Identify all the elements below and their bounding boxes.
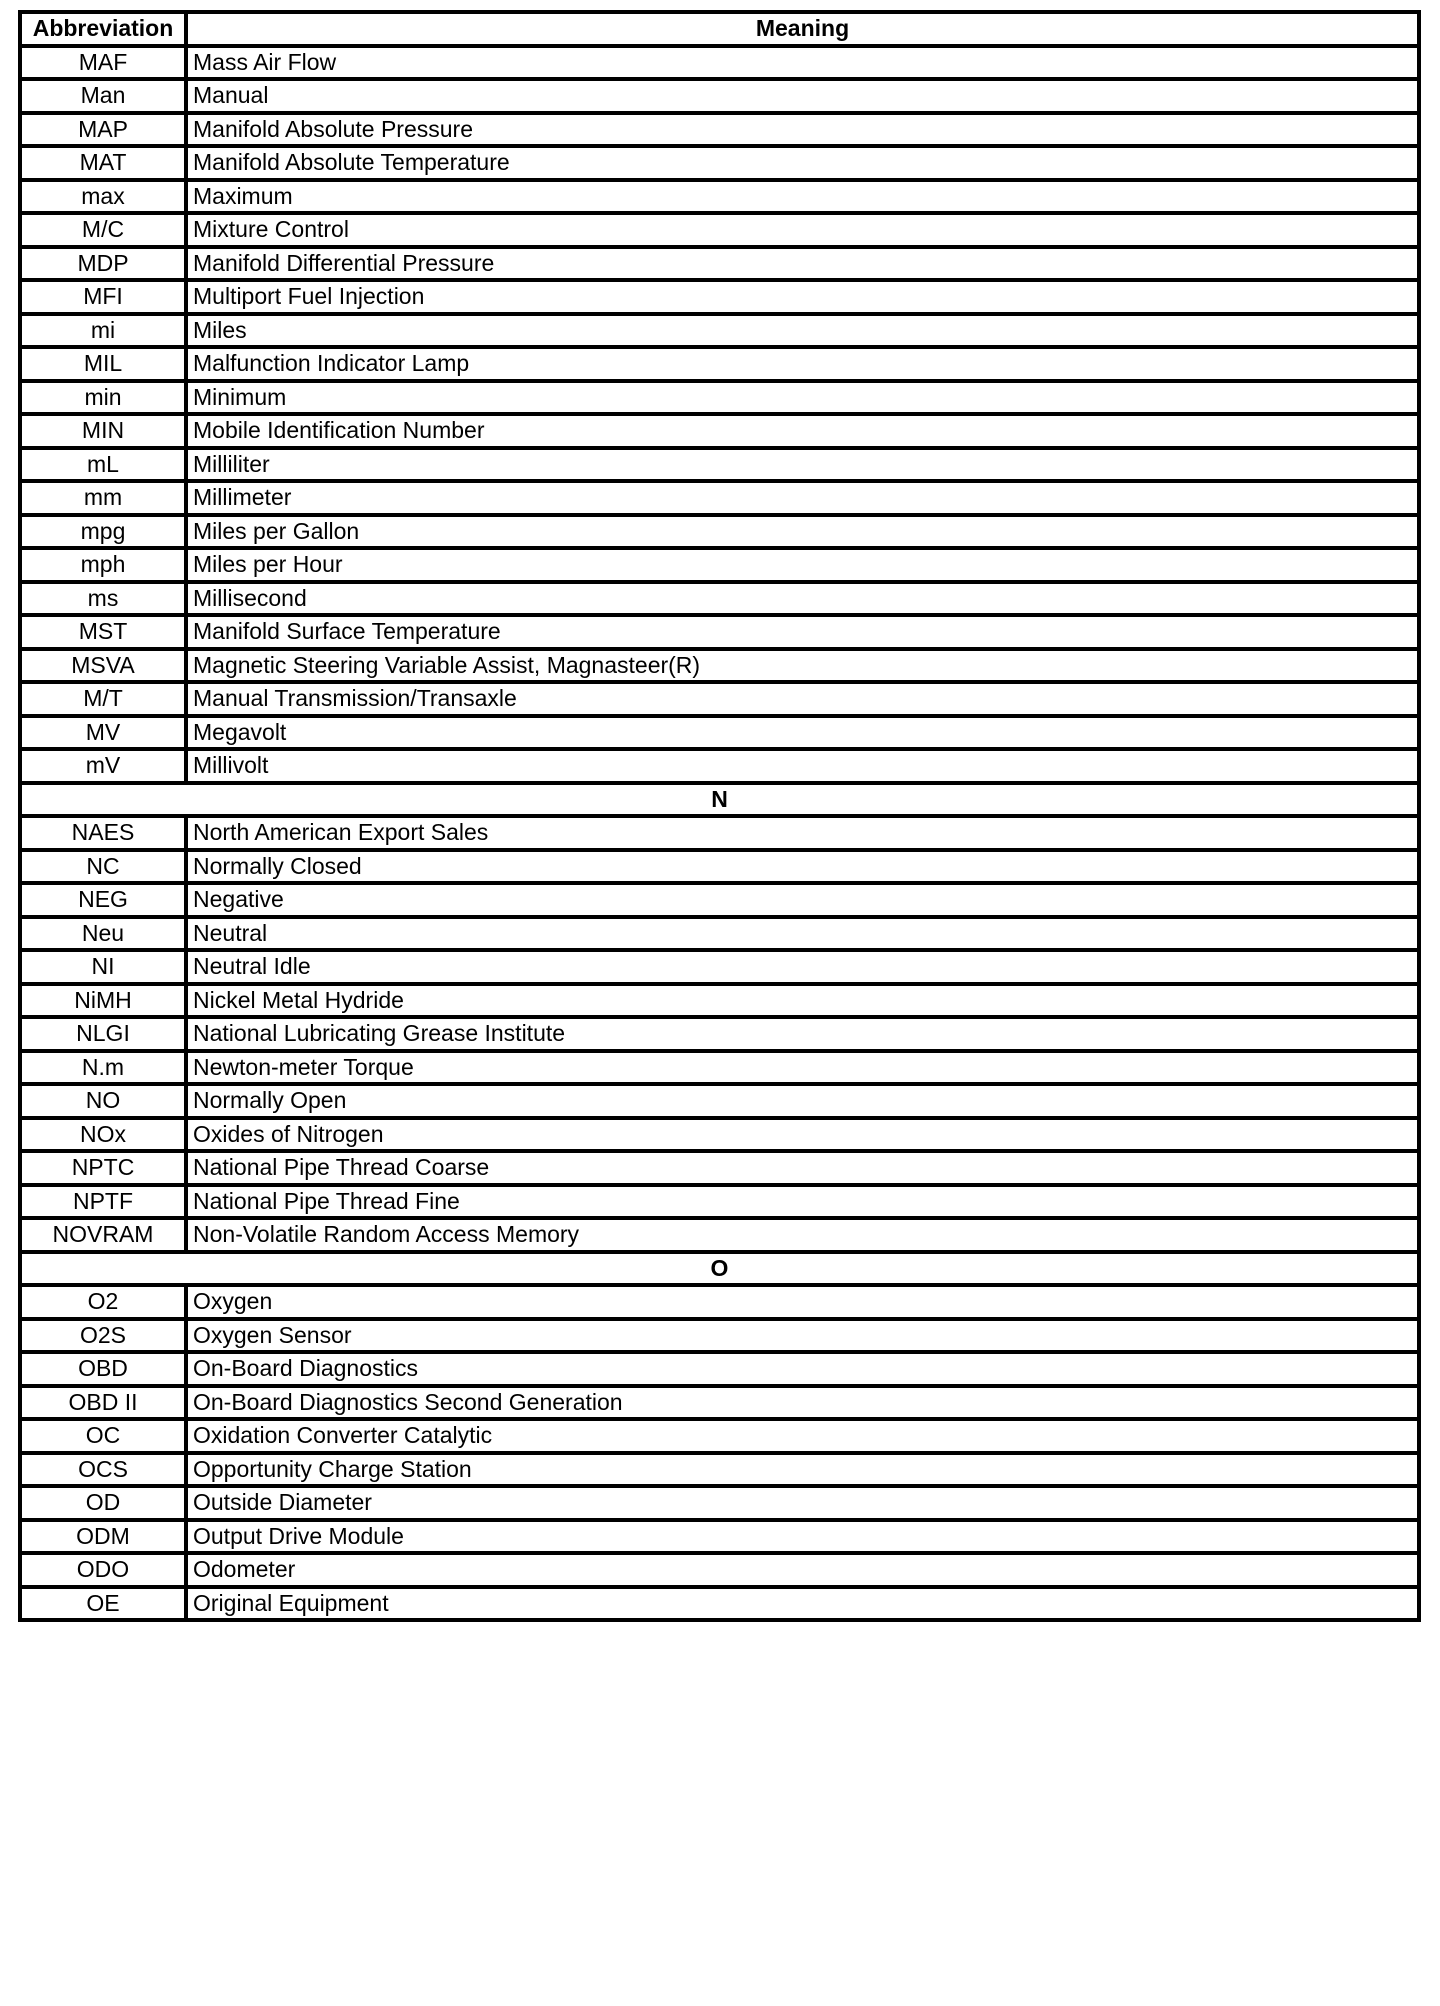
table-row xyxy=(20,146,1419,180)
abbreviation-cell: NC xyxy=(20,850,186,884)
table-row xyxy=(20,850,1419,884)
table-row xyxy=(20,1486,1419,1520)
meaning-cell: Milliliter xyxy=(186,448,1419,482)
meaning-cell: On-Board Diagnostics Second Generation xyxy=(186,1386,1419,1420)
table-row xyxy=(20,1084,1419,1118)
table-row xyxy=(20,1118,1419,1152)
abbreviation-table-container xyxy=(18,10,1417,1622)
abbreviation-cell: MIL xyxy=(20,347,186,381)
meaning-cell: National Pipe Thread Fine xyxy=(186,1185,1419,1219)
table-row xyxy=(20,280,1419,314)
abbreviation-cell: OE xyxy=(20,1587,186,1621)
abbreviation-cell: NEG xyxy=(20,883,186,917)
meaning-cell: Manifold Absolute Temperature xyxy=(186,146,1419,180)
meaning-cell: Oxides of Nitrogen xyxy=(186,1118,1419,1152)
meaning-cell: Maximum xyxy=(186,180,1419,214)
abbreviation-cell: mL xyxy=(20,448,186,482)
abbreviation-cell: Man xyxy=(20,79,186,113)
table-row xyxy=(20,649,1419,683)
meaning-cell: Original Equipment xyxy=(186,1587,1419,1621)
table-row xyxy=(20,615,1419,649)
abbreviation-cell: max xyxy=(20,180,186,214)
table-row xyxy=(20,213,1419,247)
abbreviation-cell: OBD xyxy=(20,1352,186,1386)
meaning-cell: North American Export Sales xyxy=(186,816,1419,850)
table-body xyxy=(20,46,1419,1621)
meaning-cell: Millivolt xyxy=(186,749,1419,783)
meaning-cell: National Lubricating Grease Institute xyxy=(186,1017,1419,1051)
meaning-cell: Millimeter xyxy=(186,481,1419,515)
table-row xyxy=(20,46,1419,80)
table-row xyxy=(20,950,1419,984)
table-row xyxy=(20,247,1419,281)
abbreviation-cell: Neu xyxy=(20,917,186,951)
table-row xyxy=(20,1151,1419,1185)
meaning-cell: Neutral xyxy=(186,917,1419,951)
abbreviation-cell: mm xyxy=(20,481,186,515)
abbreviation-cell: OD xyxy=(20,1486,186,1520)
abbreviation-table xyxy=(18,10,1421,1622)
table-row xyxy=(20,984,1419,1018)
abbreviation-cell: MST xyxy=(20,615,186,649)
meaning-cell: Non-Volatile Random Access Memory xyxy=(186,1218,1419,1252)
table-row xyxy=(20,716,1419,750)
meaning-cell: Nickel Metal Hydride xyxy=(186,984,1419,1018)
abbreviation-cell: M/T xyxy=(20,682,186,716)
meaning-cell: Multiport Fuel Injection xyxy=(186,280,1419,314)
abbreviation-cell: mi xyxy=(20,314,186,348)
abbreviation-cell: ms xyxy=(20,582,186,616)
table-row xyxy=(20,1386,1419,1420)
abbreviation-cell: MSVA xyxy=(20,649,186,683)
section-header-row xyxy=(20,783,1419,817)
meaning-cell: Negative xyxy=(186,883,1419,917)
meaning-cell: Normally Open xyxy=(186,1084,1419,1118)
meaning-cell: On-Board Diagnostics xyxy=(186,1352,1419,1386)
table-row xyxy=(20,79,1419,113)
abbreviation-cell: MFI xyxy=(20,280,186,314)
meaning-cell: Manifold Differential Pressure xyxy=(186,247,1419,281)
abbreviation-cell: O2 xyxy=(20,1285,186,1319)
abbreviation-cell: ODO xyxy=(20,1553,186,1587)
table-row xyxy=(20,1352,1419,1386)
meaning-cell: Manual Transmission/Transaxle xyxy=(186,682,1419,716)
meaning-cell: Oxidation Converter Catalytic xyxy=(186,1419,1419,1453)
meaning-cell: Minimum xyxy=(186,381,1419,415)
abbreviation-cell: N.m xyxy=(20,1051,186,1085)
section-letter: N xyxy=(20,783,1419,817)
table-row xyxy=(20,1051,1419,1085)
table-row xyxy=(20,917,1419,951)
table-row xyxy=(20,1587,1419,1621)
table-row xyxy=(20,1017,1419,1051)
meaning-column-header: Meaning xyxy=(186,12,1419,46)
table-row xyxy=(20,1185,1419,1219)
table-row xyxy=(20,515,1419,549)
table-row xyxy=(20,1319,1419,1353)
table-row xyxy=(20,582,1419,616)
abbreviation-cell: NiMH xyxy=(20,984,186,1018)
abbreviation-cell: MIN xyxy=(20,414,186,448)
meaning-cell: Mass Air Flow xyxy=(186,46,1419,80)
meaning-cell: Outside Diameter xyxy=(186,1486,1419,1520)
abbreviation-cell: OC xyxy=(20,1419,186,1453)
table-row xyxy=(20,816,1419,850)
abbreviation-cell: ODM xyxy=(20,1520,186,1554)
abbreviation-cell: NLGI xyxy=(20,1017,186,1051)
table-row xyxy=(20,180,1419,214)
abbreviation-cell: OCS xyxy=(20,1453,186,1487)
abbreviation-column-header: Abbreviation xyxy=(20,12,186,46)
abbreviation-cell: NAES xyxy=(20,816,186,850)
meaning-cell: Newton-meter Torque xyxy=(186,1051,1419,1085)
table-row xyxy=(20,1553,1419,1587)
abbreviation-cell: NPTC xyxy=(20,1151,186,1185)
meaning-cell: Miles per Gallon xyxy=(186,515,1419,549)
table-row xyxy=(20,749,1419,783)
meaning-cell: Normally Closed xyxy=(186,850,1419,884)
table-row xyxy=(20,347,1419,381)
table-row xyxy=(20,548,1419,582)
table-row xyxy=(20,883,1419,917)
abbreviation-cell: MAF xyxy=(20,46,186,80)
meaning-cell: Miles per Hour xyxy=(186,548,1419,582)
table-row xyxy=(20,1218,1419,1252)
table-row xyxy=(20,113,1419,147)
table-row xyxy=(20,682,1419,716)
section-letter: O xyxy=(20,1252,1419,1286)
table-row xyxy=(20,1419,1419,1453)
table-row xyxy=(20,414,1419,448)
meaning-cell: Oxygen xyxy=(186,1285,1419,1319)
table-row xyxy=(20,481,1419,515)
meaning-cell: Oxygen Sensor xyxy=(186,1319,1419,1353)
meaning-cell: Miles xyxy=(186,314,1419,348)
abbreviation-cell: MV xyxy=(20,716,186,750)
meaning-cell: Manual xyxy=(186,79,1419,113)
table-row xyxy=(20,448,1419,482)
meaning-cell: Manifold Surface Temperature xyxy=(186,615,1419,649)
meaning-cell: Manifold Absolute Pressure xyxy=(186,113,1419,147)
abbreviation-cell: mV xyxy=(20,749,186,783)
abbreviation-cell: min xyxy=(20,381,186,415)
abbreviation-cell: M/C xyxy=(20,213,186,247)
abbreviation-cell: mpg xyxy=(20,515,186,549)
meaning-cell: Megavolt xyxy=(186,716,1419,750)
abbreviation-cell: MAP xyxy=(20,113,186,147)
meaning-cell: Opportunity Charge Station xyxy=(186,1453,1419,1487)
table-row xyxy=(20,1453,1419,1487)
abbreviation-cell: mph xyxy=(20,548,186,582)
abbreviation-cell: NPTF xyxy=(20,1185,186,1219)
table-row xyxy=(20,1520,1419,1554)
table-row xyxy=(20,314,1419,348)
table-header-row xyxy=(20,12,1419,46)
meaning-cell: Neutral Idle xyxy=(186,950,1419,984)
abbreviation-cell: NI xyxy=(20,950,186,984)
abbreviation-cell: NOVRAM xyxy=(20,1218,186,1252)
abbreviation-cell: MAT xyxy=(20,146,186,180)
abbreviation-cell: NOx xyxy=(20,1118,186,1152)
abbreviation-cell: NO xyxy=(20,1084,186,1118)
meaning-cell: Magnetic Steering Variable Assist, Magnasteer(R) xyxy=(186,649,1419,683)
meaning-cell: Mixture Control xyxy=(186,213,1419,247)
section-header-row xyxy=(20,1252,1419,1286)
abbreviation-cell: MDP xyxy=(20,247,186,281)
abbreviation-cell: O2S xyxy=(20,1319,186,1353)
abbreviation-cell: OBD II xyxy=(20,1386,186,1420)
table-row xyxy=(20,1285,1419,1319)
table-row xyxy=(20,381,1419,415)
meaning-cell: National Pipe Thread Coarse xyxy=(186,1151,1419,1185)
meaning-cell: Malfunction Indicator Lamp xyxy=(186,347,1419,381)
meaning-cell: Output Drive Module xyxy=(186,1520,1419,1554)
meaning-cell: Odometer xyxy=(186,1553,1419,1587)
meaning-cell: Mobile Identification Number xyxy=(186,414,1419,448)
meaning-cell: Millisecond xyxy=(186,582,1419,616)
